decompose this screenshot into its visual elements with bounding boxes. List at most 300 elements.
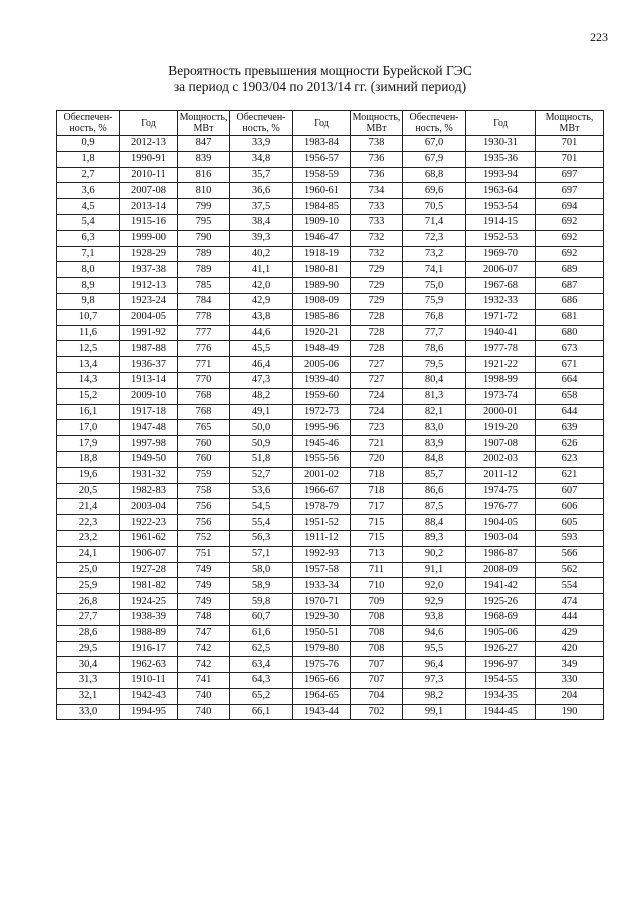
table-cell: 97,3 xyxy=(403,673,466,689)
table-cell: 721 xyxy=(351,436,403,452)
table-cell: 717 xyxy=(351,499,403,515)
table-cell: 768 xyxy=(178,388,230,404)
table-cell: 1968-69 xyxy=(466,609,536,625)
table-cell: 729 xyxy=(351,293,403,309)
table-cell: 1930-31 xyxy=(466,136,536,152)
table-cell: 623 xyxy=(536,451,604,467)
table-cell: 1947-48 xyxy=(120,420,178,436)
table-cell: 4,5 xyxy=(57,199,120,215)
table-cell: 10,7 xyxy=(57,309,120,325)
table-cell: 1903-04 xyxy=(466,530,536,546)
table-cell: 1916-17 xyxy=(120,641,178,657)
table-cell: 799 xyxy=(178,199,230,215)
table-cell: 67,9 xyxy=(403,151,466,167)
table-cell: 1952-53 xyxy=(466,230,536,246)
table-cell: 1914-15 xyxy=(466,214,536,230)
table-cell: 24,1 xyxy=(57,546,120,562)
table-cell: 1976-77 xyxy=(466,499,536,515)
header-cell: Мощность, МВт xyxy=(351,111,403,136)
table-cell: 45,5 xyxy=(230,341,293,357)
table-cell: 5,4 xyxy=(57,214,120,230)
table-row xyxy=(57,451,604,467)
table-cell: 702 xyxy=(351,704,403,720)
table-cell: 664 xyxy=(536,372,604,388)
table-cell: 1986-87 xyxy=(466,546,536,562)
table-cell: 2003-04 xyxy=(120,499,178,515)
table-cell: 2002-03 xyxy=(466,451,536,467)
table-cell: 704 xyxy=(351,688,403,704)
page-number: 223 xyxy=(590,30,608,44)
table-cell: 1948-49 xyxy=(293,341,351,357)
table-cell: 78,6 xyxy=(403,341,466,357)
table-cell: 74,1 xyxy=(403,262,466,278)
header-cell: Мощность, МВт xyxy=(536,111,604,136)
table-cell: 770 xyxy=(178,372,230,388)
table-row xyxy=(57,530,604,546)
table-cell: 87,5 xyxy=(403,499,466,515)
table-cell: 79,5 xyxy=(403,357,466,373)
table-cell: 1996-97 xyxy=(466,657,536,673)
table-cell: 689 xyxy=(536,262,604,278)
probability-table-wrapper xyxy=(56,110,604,720)
table-cell: 1911-12 xyxy=(293,530,351,546)
table-cell: 742 xyxy=(178,641,230,657)
table-cell: 728 xyxy=(351,309,403,325)
table-cell: 32,1 xyxy=(57,688,120,704)
table-cell: 626 xyxy=(536,436,604,452)
table-cell: 50,9 xyxy=(230,436,293,452)
table-cell: 1928-29 xyxy=(120,246,178,262)
table-cell: 724 xyxy=(351,404,403,420)
table-cell: 1912-13 xyxy=(120,278,178,294)
table-cell: 1993-94 xyxy=(466,167,536,183)
table-cell: 64,3 xyxy=(230,673,293,689)
table-cell: 741 xyxy=(178,673,230,689)
table-cell: 13,4 xyxy=(57,357,120,373)
table-cell: 73,2 xyxy=(403,246,466,262)
table-cell: 1920-21 xyxy=(293,325,351,341)
table-cell: 760 xyxy=(178,436,230,452)
document-title xyxy=(0,63,640,95)
table-cell: 756 xyxy=(178,515,230,531)
table-cell: 1931-32 xyxy=(120,467,178,483)
table-cell: 1953-54 xyxy=(466,199,536,215)
table-cell: 2005-06 xyxy=(293,357,351,373)
table-cell: 99,1 xyxy=(403,704,466,720)
table-cell: 62,5 xyxy=(230,641,293,657)
table-cell: 701 xyxy=(536,136,604,152)
table-cell: 709 xyxy=(351,594,403,610)
table-cell: 26,8 xyxy=(57,594,120,610)
table-cell: 17,9 xyxy=(57,436,120,452)
table-row xyxy=(57,341,604,357)
table-cell: 554 xyxy=(536,578,604,594)
table-row xyxy=(57,136,604,152)
title-line-2: за период с 1903/04 по 2013/14 гг. (зимний период) xyxy=(173,79,467,94)
table-cell: 1999-00 xyxy=(120,230,178,246)
table-cell: 839 xyxy=(178,151,230,167)
table-cell: 53,6 xyxy=(230,483,293,499)
table-cell: 1991-92 xyxy=(120,325,178,341)
table-cell: 692 xyxy=(536,246,604,262)
table-cell: 1994-95 xyxy=(120,704,178,720)
table-cell: 12,5 xyxy=(57,341,120,357)
table-cell: 92,9 xyxy=(403,594,466,610)
table-cell: 98,2 xyxy=(403,688,466,704)
table-cell: 749 xyxy=(178,578,230,594)
header-cell: Год xyxy=(466,111,536,136)
table-row xyxy=(57,546,604,562)
table-cell: 88,4 xyxy=(403,515,466,531)
table-cell: 2000-01 xyxy=(466,404,536,420)
table-cell: 1967-68 xyxy=(466,278,536,294)
table-cell: 17,0 xyxy=(57,420,120,436)
table-cell: 1949-50 xyxy=(120,451,178,467)
table-cell: 1997-98 xyxy=(120,436,178,452)
table-cell: 562 xyxy=(536,562,604,578)
table-cell: 1927-28 xyxy=(120,562,178,578)
table-cell: 710 xyxy=(351,578,403,594)
table-cell: 732 xyxy=(351,246,403,262)
table-cell: 474 xyxy=(536,594,604,610)
table-cell: 1924-25 xyxy=(120,594,178,610)
table-cell: 1973-74 xyxy=(466,388,536,404)
table-cell: 1913-14 xyxy=(120,372,178,388)
table-cell: 1983-84 xyxy=(293,136,351,152)
table-cell: 707 xyxy=(351,673,403,689)
table-cell: 789 xyxy=(178,262,230,278)
table-cell: 22,3 xyxy=(57,515,120,531)
table-cell: 1934-35 xyxy=(466,688,536,704)
table-cell: 733 xyxy=(351,214,403,230)
table-cell: 760 xyxy=(178,451,230,467)
table-cell: 729 xyxy=(351,278,403,294)
table-cell: 1984-85 xyxy=(293,199,351,215)
table-cell: 75,0 xyxy=(403,278,466,294)
table-cell: 777 xyxy=(178,325,230,341)
table-cell: 61,6 xyxy=(230,625,293,641)
table-cell: 1978-79 xyxy=(293,499,351,515)
table-cell: 86,6 xyxy=(403,483,466,499)
table-cell: 83,0 xyxy=(403,420,466,436)
table-cell: 715 xyxy=(351,530,403,546)
table-cell: 1938-39 xyxy=(120,609,178,625)
table-cell: 1942-43 xyxy=(120,688,178,704)
table-cell: 778 xyxy=(178,309,230,325)
table-cell: 41,1 xyxy=(230,262,293,278)
table-cell: 49,1 xyxy=(230,404,293,420)
table-row xyxy=(57,357,604,373)
table-cell: 1992-93 xyxy=(293,546,351,562)
table-cell: 736 xyxy=(351,167,403,183)
table-cell: 1955-56 xyxy=(293,451,351,467)
header-cell: Обеспечен-ность, % xyxy=(230,111,293,136)
table-cell: 56,3 xyxy=(230,530,293,546)
table-cell: 606 xyxy=(536,499,604,515)
table-cell: 605 xyxy=(536,515,604,531)
table-cell: 790 xyxy=(178,230,230,246)
table-cell: 718 xyxy=(351,483,403,499)
table-row xyxy=(57,657,604,673)
table-cell: 1909-10 xyxy=(293,214,351,230)
table-cell: 1919-20 xyxy=(466,420,536,436)
table-cell: 1957-58 xyxy=(293,562,351,578)
table-cell: 701 xyxy=(536,151,604,167)
table-cell: 727 xyxy=(351,357,403,373)
table-cell: 1988-89 xyxy=(120,625,178,641)
table-row xyxy=(57,562,604,578)
table-cell: 1921-22 xyxy=(466,357,536,373)
table-cell: 723 xyxy=(351,420,403,436)
table-cell: 718 xyxy=(351,467,403,483)
header-cell: Год xyxy=(293,111,351,136)
table-cell: 713 xyxy=(351,546,403,562)
table-cell: 1951-52 xyxy=(293,515,351,531)
table-cell: 1945-46 xyxy=(293,436,351,452)
table-cell: 607 xyxy=(536,483,604,499)
probability-table xyxy=(56,110,604,720)
table-cell: 729 xyxy=(351,262,403,278)
table-cell: 2004-05 xyxy=(120,309,178,325)
table-cell: 47,3 xyxy=(230,372,293,388)
table-cell: 21,4 xyxy=(57,499,120,515)
table-cell: 747 xyxy=(178,625,230,641)
table-cell: 707 xyxy=(351,657,403,673)
table-cell: 48,2 xyxy=(230,388,293,404)
table-cell: 816 xyxy=(178,167,230,183)
table-cell: 2,7 xyxy=(57,167,120,183)
table-cell: 686 xyxy=(536,293,604,309)
table-cell: 758 xyxy=(178,483,230,499)
table-cell: 30,4 xyxy=(57,657,120,673)
table-cell: 708 xyxy=(351,625,403,641)
table-cell: 92,0 xyxy=(403,578,466,594)
table-cell: 1972-73 xyxy=(293,404,351,420)
table-cell: 2007-08 xyxy=(120,183,178,199)
table-cell: 75,9 xyxy=(403,293,466,309)
table-cell: 7,1 xyxy=(57,246,120,262)
table-cell: 18,8 xyxy=(57,451,120,467)
table-body xyxy=(57,136,604,720)
table-cell: 768 xyxy=(178,404,230,420)
table-cell: 444 xyxy=(536,609,604,625)
table-cell: 19,6 xyxy=(57,467,120,483)
table-cell: 1937-38 xyxy=(120,262,178,278)
table-cell: 77,7 xyxy=(403,325,466,341)
table-cell: 2010-11 xyxy=(120,167,178,183)
table-row xyxy=(57,578,604,594)
header-cell: Обеспечен-ность, % xyxy=(403,111,466,136)
table-cell: 69,6 xyxy=(403,183,466,199)
table-cell: 692 xyxy=(536,214,604,230)
table-row xyxy=(57,246,604,262)
table-row xyxy=(57,230,604,246)
table-cell: 1929-30 xyxy=(293,609,351,625)
table-cell: 85,7 xyxy=(403,467,466,483)
table-cell: 1977-78 xyxy=(466,341,536,357)
table-cell: 785 xyxy=(178,278,230,294)
table-cell: 95,5 xyxy=(403,641,466,657)
table-cell: 40,2 xyxy=(230,246,293,262)
table-cell: 35,7 xyxy=(230,167,293,183)
table-row xyxy=(57,483,604,499)
table-cell: 42,0 xyxy=(230,278,293,294)
table-cell: 94,6 xyxy=(403,625,466,641)
table-cell: 33,0 xyxy=(57,704,120,720)
table-cell: 1910-11 xyxy=(120,673,178,689)
table-cell: 771 xyxy=(178,357,230,373)
table-cell: 742 xyxy=(178,657,230,673)
table-cell: 1981-82 xyxy=(120,578,178,594)
table-cell: 639 xyxy=(536,420,604,436)
table-cell: 1946-47 xyxy=(293,230,351,246)
table-cell: 1960-61 xyxy=(293,183,351,199)
table-row xyxy=(57,609,604,625)
table-cell: 1904-05 xyxy=(466,515,536,531)
table-cell: 1925-26 xyxy=(466,594,536,610)
table-cell: 694 xyxy=(536,199,604,215)
table-cell: 752 xyxy=(178,530,230,546)
table-cell: 16,1 xyxy=(57,404,120,420)
table-cell: 15,2 xyxy=(57,388,120,404)
table-cell: 1963-64 xyxy=(466,183,536,199)
table-cell: 1,8 xyxy=(57,151,120,167)
table-cell: 2009-10 xyxy=(120,388,178,404)
table-cell: 784 xyxy=(178,293,230,309)
table-cell: 1926-27 xyxy=(466,641,536,657)
table-cell: 55,4 xyxy=(230,515,293,531)
table-cell: 1954-55 xyxy=(466,673,536,689)
table-cell: 1961-62 xyxy=(120,530,178,546)
table-cell: 50,0 xyxy=(230,420,293,436)
table-cell: 711 xyxy=(351,562,403,578)
table-cell: 90,2 xyxy=(403,546,466,562)
table-row xyxy=(57,499,604,515)
table-cell: 3,6 xyxy=(57,183,120,199)
table-cell: 724 xyxy=(351,388,403,404)
table-row xyxy=(57,688,604,704)
table-cell: 82,1 xyxy=(403,404,466,420)
table-cell: 749 xyxy=(178,594,230,610)
table-cell: 765 xyxy=(178,420,230,436)
table-cell: 31,3 xyxy=(57,673,120,689)
table-row xyxy=(57,673,604,689)
table-row xyxy=(57,467,604,483)
table-row xyxy=(57,293,604,309)
table-cell: 54,5 xyxy=(230,499,293,515)
table-cell: 44,6 xyxy=(230,325,293,341)
table-cell: 72,3 xyxy=(403,230,466,246)
table-cell: 1966-67 xyxy=(293,483,351,499)
header-cell: Обеспечен-ность, % xyxy=(57,111,120,136)
table-cell: 1980-81 xyxy=(293,262,351,278)
table-cell: 2006-07 xyxy=(466,262,536,278)
table-cell: 20,5 xyxy=(57,483,120,499)
table-cell: 91,1 xyxy=(403,562,466,578)
table-cell: 732 xyxy=(351,230,403,246)
table-cell: 1964-65 xyxy=(293,688,351,704)
table-row xyxy=(57,404,604,420)
table-cell: 9,8 xyxy=(57,293,120,309)
table-cell: 621 xyxy=(536,467,604,483)
table-cell: 68,8 xyxy=(403,167,466,183)
table-row xyxy=(57,420,604,436)
table-cell: 2001-02 xyxy=(293,467,351,483)
table-cell: 1907-08 xyxy=(466,436,536,452)
header-cell: Мощность, МВт xyxy=(178,111,230,136)
table-cell: 33,9 xyxy=(230,136,293,152)
table-cell: 89,3 xyxy=(403,530,466,546)
table-cell: 847 xyxy=(178,136,230,152)
table-cell: 671 xyxy=(536,357,604,373)
table-cell: 756 xyxy=(178,499,230,515)
table-cell: 1998-99 xyxy=(466,372,536,388)
table-cell: 728 xyxy=(351,341,403,357)
table-cell: 715 xyxy=(351,515,403,531)
table-cell: 81,3 xyxy=(403,388,466,404)
table-cell: 1965-66 xyxy=(293,673,351,689)
table-cell: 28,6 xyxy=(57,625,120,641)
table-row xyxy=(57,278,604,294)
table-cell: 1940-41 xyxy=(466,325,536,341)
table-cell: 76,8 xyxy=(403,309,466,325)
table-cell: 1962-63 xyxy=(120,657,178,673)
table-cell: 67,0 xyxy=(403,136,466,152)
table-cell: 29,5 xyxy=(57,641,120,657)
table-row xyxy=(57,515,604,531)
table-cell: 36,6 xyxy=(230,183,293,199)
table-cell: 1917-18 xyxy=(120,404,178,420)
table-cell: 810 xyxy=(178,183,230,199)
table-cell: 1975-76 xyxy=(293,657,351,673)
table-cell: 697 xyxy=(536,167,604,183)
header-cell: Год xyxy=(120,111,178,136)
table-cell: 25,0 xyxy=(57,562,120,578)
table-cell: 23,2 xyxy=(57,530,120,546)
table-row xyxy=(57,625,604,641)
table-cell: 65,2 xyxy=(230,688,293,704)
table-cell: 1982-83 xyxy=(120,483,178,499)
table-cell: 1939-40 xyxy=(293,372,351,388)
table-cell: 759 xyxy=(178,467,230,483)
table-cell: 1944-45 xyxy=(466,704,536,720)
table-row xyxy=(57,704,604,720)
table-cell: 751 xyxy=(178,546,230,562)
table-cell: 190 xyxy=(536,704,604,720)
table-cell: 1923-24 xyxy=(120,293,178,309)
table-cell: 43,8 xyxy=(230,309,293,325)
table-cell: 658 xyxy=(536,388,604,404)
table-cell: 1985-86 xyxy=(293,309,351,325)
table-row xyxy=(57,214,604,230)
table-cell: 2011-12 xyxy=(466,467,536,483)
table-cell: 34,8 xyxy=(230,151,293,167)
table-cell: 1922-23 xyxy=(120,515,178,531)
table-cell: 680 xyxy=(536,325,604,341)
table-cell: 52,7 xyxy=(230,467,293,483)
table-cell: 708 xyxy=(351,609,403,625)
table-cell: 2013-14 xyxy=(120,199,178,215)
table-cell: 39,3 xyxy=(230,230,293,246)
table-cell: 1918-19 xyxy=(293,246,351,262)
table-cell: 795 xyxy=(178,214,230,230)
table-cell: 1935-36 xyxy=(466,151,536,167)
table-cell: 46,4 xyxy=(230,357,293,373)
table-cell: 0,9 xyxy=(57,136,120,152)
table-row xyxy=(57,151,604,167)
table-cell: 1971-72 xyxy=(466,309,536,325)
table-cell: 2008-09 xyxy=(466,562,536,578)
